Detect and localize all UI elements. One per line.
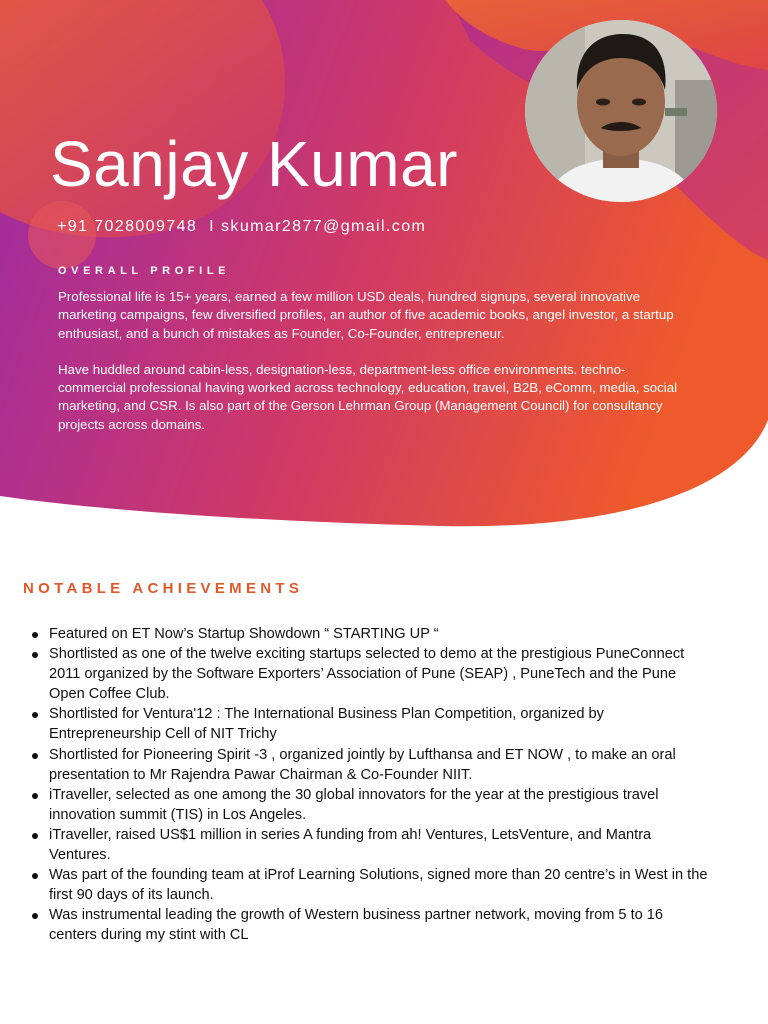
email-address: skumar2877@gmail.com (221, 218, 427, 235)
phone-number: +91 7028009748 (57, 218, 198, 235)
portrait-photo-icon (525, 20, 717, 202)
overall-profile-heading: OVERALL PROFILE (58, 265, 231, 277)
profile-photo (525, 20, 717, 202)
achievement-item: Shortlisted for Ventura'12 : The International Business Plan Competition, organized by Entrepreneurship Cell of NIT Trichy (32, 704, 712, 744)
achievement-item: iTraveller, selected as one among the 30 global innovators for the year at the prestigious travel innovation summit (TIS) in Los Angeles. (32, 785, 712, 825)
profile-paragraph: Professional life is 15+ years, earned a few million USD deals, hundred signups, several innovative marketing campaigns, few diversified profiles, an author of five academic books, angel investor, a startup enthusiast, and a bunch of mistakes as Founder, Co-Founder, entrepreneur. (58, 289, 674, 341)
notable-achievements-heading: NOTABLE ACHIEVEMENTS (23, 580, 304, 597)
achievement-item: iTraveller, raised US$1 million in series A funding from ah! Ventures, LetsVenture, and Mantra Ventures. (32, 825, 712, 865)
achievement-item: Featured on ET Now’s Startup Showdown “ STARTING UP “ (32, 624, 712, 644)
overall-profile-text (58, 288, 678, 434)
profile-paragraph: Have huddled around cabin-less, designation-less, department-less office environments. techno- commercial professional having worked across technology, education, travel, B2B, eComm, media, social marketing, and CSR. Is also part of the Gerson Lehrman Group (Management Council) for consultancy projects across domains. (58, 361, 678, 432)
contact-separator: I (209, 218, 216, 235)
candidate-name: Sanjay Kumar (50, 128, 458, 200)
contact-line (57, 218, 426, 236)
achievement-item: Was part of the founding team at iProf Learning Solutions, signed more than 20 centre’s in West in the first 90 days of its launch. (32, 865, 712, 905)
achievement-item: Shortlisted for Pioneering Spirit -3 , organized jointly by Lufthansa and ET NOW , to make an oral presentation to Mr Rajendra Pawar Chairman & Co-Founder NIIT. (32, 745, 712, 785)
achievement-item: Was instrumental leading the growth of Western business partner network, moving from 5 to 16 centers during my stint with CL (32, 905, 712, 945)
achievements-list (32, 624, 712, 946)
achievement-item: Shortlisted as one of the twelve exciting startups selected to demo at the prestigious PuneConnect 2011 organized by the Software Exporters’ Association of Pune (SEAP) , PuneTech and the Pune Open Coffee Club. (32, 644, 712, 704)
